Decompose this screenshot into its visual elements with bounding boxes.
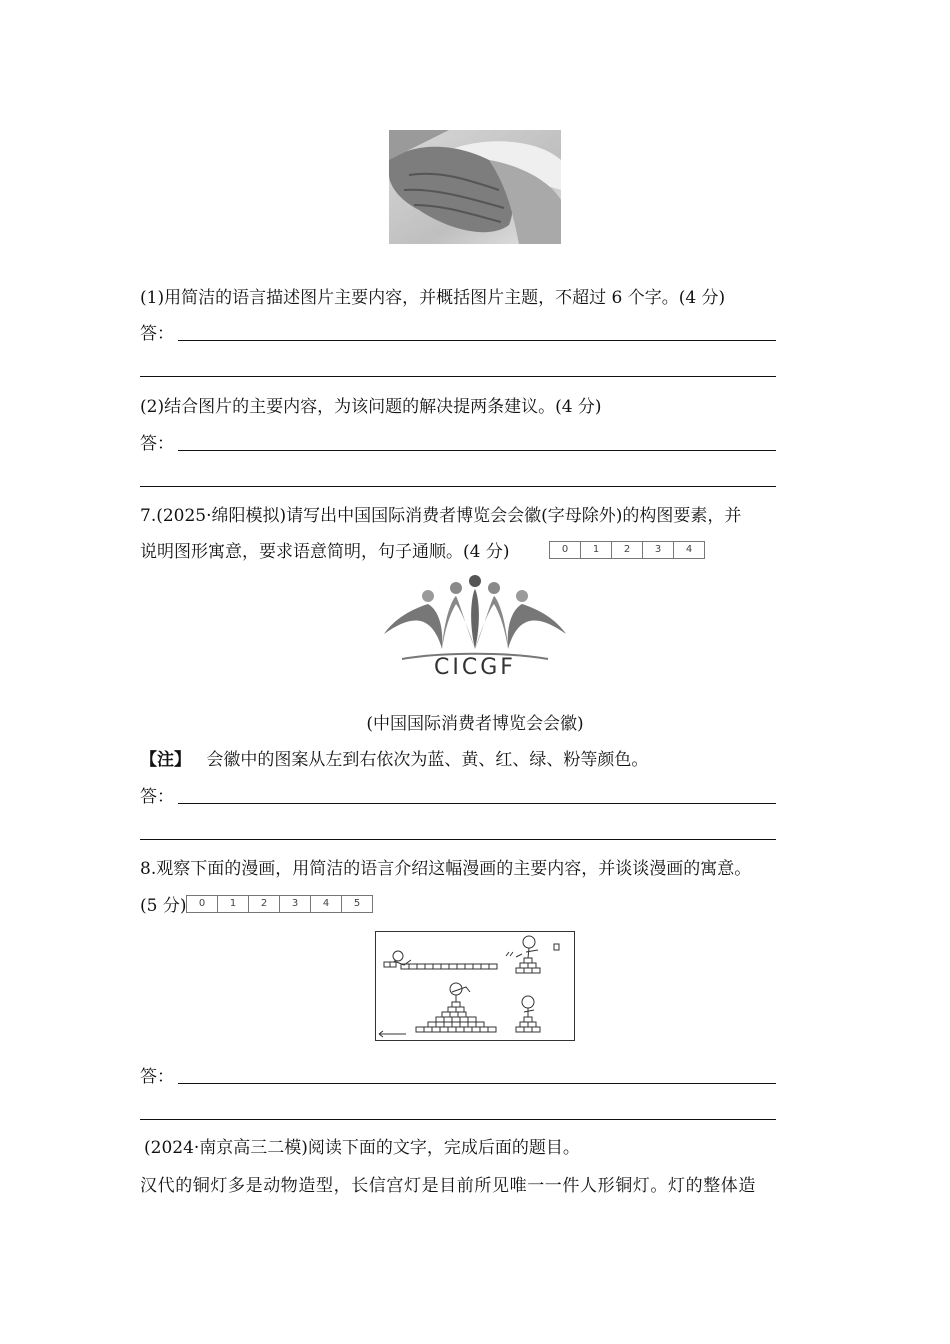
answer-line[interactable] <box>178 450 776 451</box>
answer-line[interactable] <box>140 486 776 487</box>
note-text: 会徽中的图案从左到右依次为蓝、黄、红、绿、粉等颜色。 <box>206 750 649 770</box>
answer-label: 答： <box>140 787 174 807</box>
q7-note <box>140 748 648 772</box>
answer-label: 答： <box>140 434 174 454</box>
q7-score-box[interactable] <box>549 541 705 559</box>
passage-intro: (2024·南京高三二模)阅读下面的文字，完成后面的题目。 <box>144 1138 580 1158</box>
score-cell[interactable]: 1 <box>218 896 249 912</box>
q6-sub1: (1)用简洁的语言描述图片主要内容，并概括图片主题，不超过 6 个字。(4 分) <box>140 288 726 308</box>
answer-line[interactable] <box>140 376 776 377</box>
q7-line2: 说明图形寓意，要求语意简明，句子通顺。(4 分) <box>140 542 510 562</box>
answer-line[interactable] <box>140 839 776 840</box>
q6-sub2: (2)结合图片的主要内容，为该问题的解决提两条建议。(4 分) <box>140 397 602 417</box>
logo-caption: (中国国际消费者博览会会徽) <box>366 714 584 734</box>
answer-line[interactable] <box>178 803 776 804</box>
answer-line[interactable] <box>178 1083 776 1084</box>
q7-line1: 7.(2025·绵阳模拟)请写出中国国际消费者博览会会徽(字母除外)的构图要素，并 <box>140 506 742 526</box>
hands-photo <box>389 130 561 244</box>
q8-score-box[interactable] <box>186 895 373 913</box>
score-cell[interactable]: 1 <box>581 542 612 558</box>
score-cell[interactable]: 4 <box>311 896 342 912</box>
score-cell[interactable]: 3 <box>643 542 674 558</box>
q8-line1: 8.观察下面的漫画，用简洁的语言介绍这幅漫画的主要内容，并谈谈漫画的寓意。 <box>140 859 752 879</box>
logo-text: CICGF <box>434 655 516 680</box>
score-cell[interactable]: 5 <box>353 898 361 909</box>
cicgf-logo <box>382 574 568 684</box>
score-cell[interactable]: 3 <box>280 896 311 912</box>
passage-line1: 汉代的铜灯多是动物造型，长信宫灯是目前所见唯一一件人形铜灯。灯的整体造 <box>140 1176 756 1196</box>
score-cell[interactable]: 0 <box>187 896 218 912</box>
answer-line[interactable] <box>140 1119 776 1120</box>
score-cell[interactable]: 2 <box>612 542 643 558</box>
score-cell[interactable]: 4 <box>685 544 693 555</box>
note-label: 【注】 <box>140 750 191 770</box>
score-cell[interactable]: 2 <box>249 896 280 912</box>
answer-label: 答： <box>140 324 174 344</box>
cartoon-image <box>375 931 575 1041</box>
q8-line2: (5 分) <box>140 896 187 916</box>
answer-label: 答： <box>140 1067 174 1087</box>
answer-line[interactable] <box>178 340 776 341</box>
score-cell[interactable]: 0 <box>550 542 581 558</box>
